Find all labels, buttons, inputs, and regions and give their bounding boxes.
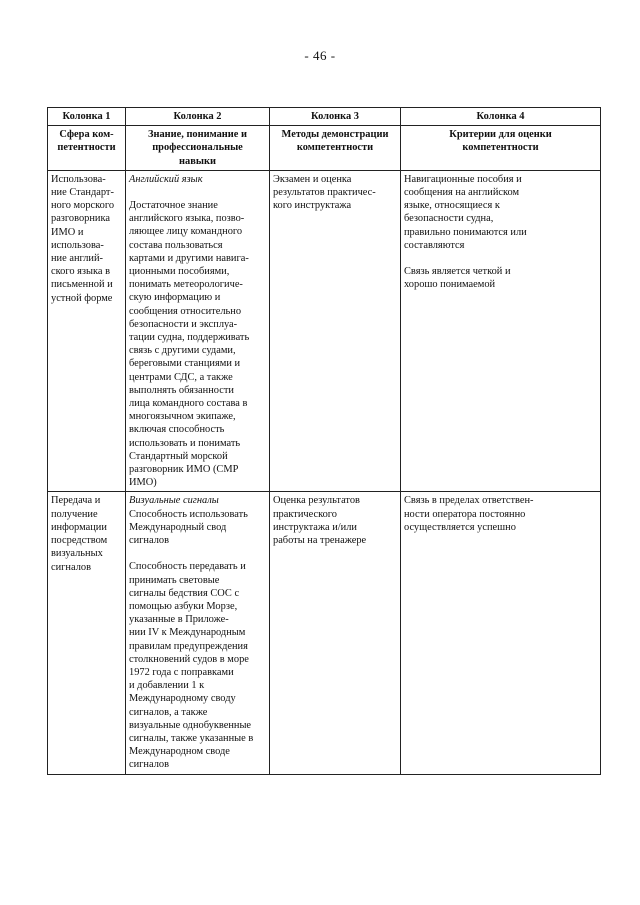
methods-cell: Экзамен и оценка результатов практичес- кого инструктажа [270,170,401,492]
criteria-cell [401,492,601,774]
knowledge-cell [126,492,270,774]
knowledge-cell [126,170,270,492]
knowledge-heading: Английский язык [129,173,203,185]
column-subtitle: Критерии для оценки компетентности [401,126,601,171]
page-number: - 46 - [304,48,336,63]
table-row [48,170,601,492]
column-title: Колонка 4 [401,108,601,126]
column-title: Колонка 3 [270,108,401,126]
column-subtitle: Знание, понимание и профессиональные навыки [126,126,270,171]
criteria-text: Навигационные пособия и сообщения на английском языке, относящиеся к безопасности судна, правильно понимаются или составляются [404,173,527,251]
competence-cell: Передача и получение информации посредством визуальных сигналов [48,492,126,774]
methods-cell: Оценка результатов практического инструктажа и/или работы на тренажере [270,492,401,774]
column-subtitle: Сфера ком- петентности [48,126,126,171]
column-title-row [48,108,601,126]
knowledge-text: Достаточное знание английского языка, позво- ляющее лицу командного состава пользоваться картами и другими навига- ционными пособиями, понимать метеорологиче- скую информацию и сообщения относительно безопасности и эксплуа- тации судна, поддерживать связь с другими судами, береговыми станциями и центрами СДС, а также выполнять обязанности лица командного состава в многоязычном экипаже, включая способность использовать и понимать Стандартный морской разговорник ИМО (СМР ИМО) [129,200,250,489]
knowledge-text: Способность использовать Международный свод сигналов [129,508,248,547]
table-row [48,492,601,774]
criteria-text: Связь является четкой и хорошо понимаемой [404,266,511,291]
competence-table [47,107,601,775]
criteria-cell [401,170,601,492]
column-title: Колонка 2 [126,108,270,126]
knowledge-heading: Визуальные сигналы [129,495,219,507]
column-title: Колонка 1 [48,108,126,126]
criteria-text: Связь в пределах ответствен- ности оператора постоянно осуществляется успешно [404,495,534,533]
knowledge-text: Способность передавать и принимать световые сигналы бедствия СОС с помощью азбуки Морзе, указанные в Приложе- нии IV к Международным правилам предупреждения столкновений судов в море 1972 года с поправками и добавлении 1 к Международному своду сигналов, а также визуальные однобуквенные сигналы, также указанные в Международном своде сигналов [129,561,254,771]
column-subtitle: Методы демонстрации компетентности [270,126,401,171]
competence-cell: Использова- ние Стандарт- ного морского разговорника ИМО и использова- ние англий- ского языка в письменной и устной форме [48,170,126,492]
column-subtitle-row [48,126,601,171]
